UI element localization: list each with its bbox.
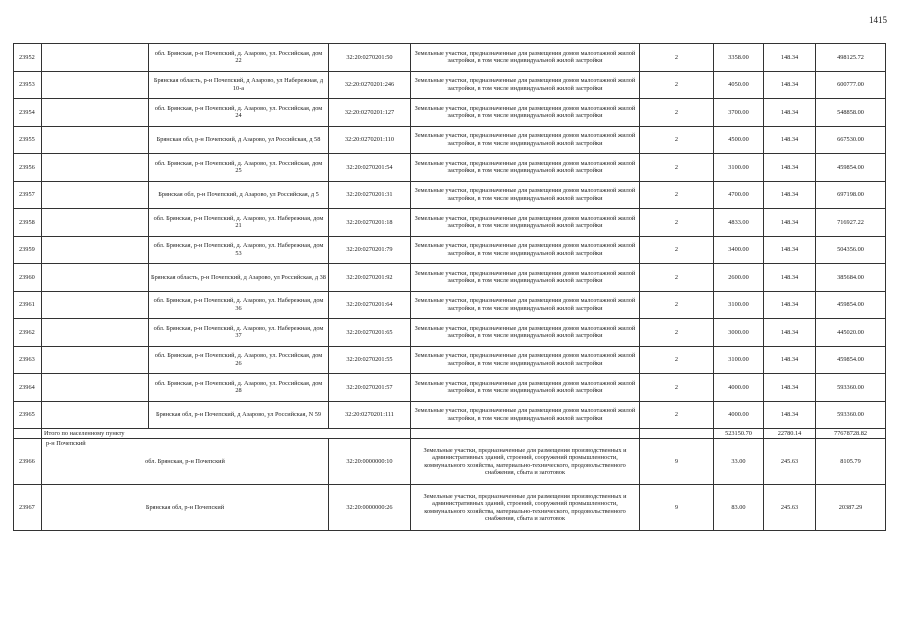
cadastral-number-cell: 32:20:0270201:18 (329, 209, 411, 237)
rate-cell: 148.34 (764, 291, 816, 319)
empty-cell (42, 291, 149, 319)
cadastral-value-cell: 667530.00 (816, 126, 886, 154)
table-row (14, 346, 886, 374)
table-row (14, 401, 886, 429)
group-code-cell: 2 (640, 209, 714, 237)
group-code-cell: 2 (640, 291, 714, 319)
land-purpose-cell: Земельные участки, предназначенные для размещения домов малоэтажной жилой застройки, в том числе индивидуальной жилой застройки (411, 374, 640, 402)
area-cell: 3400.00 (714, 236, 764, 264)
empty-cell (411, 429, 640, 439)
cadastral-number-cell: 32:20:0270201:31 (329, 181, 411, 209)
group-code-cell: 2 (640, 401, 714, 429)
empty-cell (42, 346, 149, 374)
area-cell: 33.00 (714, 439, 764, 485)
cadastral-value-cell: 498125.72 (816, 44, 886, 72)
address-cell: обл. Брянская, р-н Почепский, д. Азарово, ул. Российская, дом 24 (149, 99, 329, 127)
cadastral-number-cell: 32:20:0270201:92 (329, 264, 411, 292)
area-cell: 4833.00 (714, 209, 764, 237)
area-cell: 3100.00 (714, 346, 764, 374)
rate-cell: 148.34 (764, 346, 816, 374)
empty-cell (42, 264, 149, 292)
group-code-cell: 2 (640, 44, 714, 72)
area-cell: 4050.00 (714, 71, 764, 99)
cadastral-value-cell: 385684.00 (816, 264, 886, 292)
row-number: 23961 (14, 291, 42, 319)
address-cell: Брянская область, р-н Почепский, д Азарово, ул Набережная, д 10-а (149, 71, 329, 99)
area-cell: 3700.00 (714, 99, 764, 127)
row-number: 23957 (14, 181, 42, 209)
row-number: 23966 (14, 439, 42, 485)
rate-cell: 148.34 (764, 44, 816, 72)
group-code-cell: 2 (640, 126, 714, 154)
rate-cell: 148.34 (764, 126, 816, 154)
address-cell: обл. Брянская, р-н Почепский, д. Азарово, ул. Российская, дом 25 (149, 154, 329, 182)
area-cell: 3100.00 (714, 291, 764, 319)
address-cell: Брянская обл, р-н Почепский, д Азарово, ул Российская, N 59 (149, 401, 329, 429)
table-row (14, 99, 886, 127)
group-code-cell: 2 (640, 319, 714, 347)
land-purpose-cell: Земельные участки, предназначенные для размещения производственных и административных зданий, строений, сооружений промышленности, коммунального хозяйства, материально-технического, продовольственного снабжения, сбыта и заготовок (411, 439, 640, 485)
total-area: 523150.70 (714, 429, 764, 439)
empty-cell (42, 374, 149, 402)
cadastral-value-cell: 459854.00 (816, 291, 886, 319)
cadastral-number-cell: 32:20:0270201:65 (329, 319, 411, 347)
cadastral-value-cell: 20387.29 (816, 485, 886, 531)
cadastral-value-cell: 716927.22 (816, 209, 886, 237)
group-code-cell: 2 (640, 374, 714, 402)
cadastral-number-cell: 32:20:0270201:64 (329, 291, 411, 319)
total-value: 77678728.82 (816, 429, 886, 439)
group-code-cell: 2 (640, 264, 714, 292)
cadastral-value-cell: 459854.00 (816, 346, 886, 374)
group-code-cell: 2 (640, 71, 714, 99)
cadastral-number-cell: 32:20:0000000:26 (329, 485, 411, 531)
table-row (14, 154, 886, 182)
address-cell: Брянская область, р-н Почепский, д Азарово, ул Российская, д 38 (149, 264, 329, 292)
empty-cell (42, 319, 149, 347)
address-cell: Брянская обл, р-н Почепский (42, 485, 329, 531)
land-purpose-cell: Земельные участки, предназначенные для размещения домов малоэтажной жилой застройки, в том числе индивидуальной жилой застройки (411, 209, 640, 237)
table-row (14, 181, 886, 209)
rate-cell: 245.63 (764, 439, 816, 485)
row-number: 23964 (14, 374, 42, 402)
group-code-cell: 2 (640, 181, 714, 209)
rate-cell: 148.34 (764, 181, 816, 209)
area-cell: 83.00 (714, 485, 764, 531)
row-number: 23954 (14, 99, 42, 127)
table-row (14, 374, 886, 402)
land-purpose-cell: Земельные участки, предназначенные для размещения домов малоэтажной жилой застройки, в том числе индивидуальной жилой застройки (411, 236, 640, 264)
rate-cell: 148.34 (764, 264, 816, 292)
table-row (14, 236, 886, 264)
cadastral-number-cell: 32:20:0270201:111 (329, 401, 411, 429)
address-cell (42, 439, 329, 485)
land-purpose-cell: Земельные участки, предназначенные для размещения домов малоэтажной жилой застройки, в том числе индивидуальной жилой застройки (411, 346, 640, 374)
cadastral-value-cell: 593360.00 (816, 401, 886, 429)
total-rate: 22780.14 (764, 429, 816, 439)
group-code-cell: 2 (640, 346, 714, 374)
cadastral-value-cell: 459854.00 (816, 154, 886, 182)
cadastral-number-cell: 32:20:0270201:127 (329, 99, 411, 127)
address-cell: обл. Брянская, р-н Почепский, д. Азарово, ул. Российская, дом 28 (149, 374, 329, 402)
land-purpose-cell: Земельные участки, предназначенные для размещения домов малоэтажной жилой застройки, в том числе индивидуальной жилой застройки (411, 181, 640, 209)
rate-cell: 148.34 (764, 374, 816, 402)
cadastral-value-cell: 548858.00 (816, 99, 886, 127)
empty-cell (14, 429, 42, 439)
land-purpose-cell: Земельные участки, предназначенные для размещения домов малоэтажной жилой застройки, в том числе индивидуальной жилой застройки (411, 401, 640, 429)
land-purpose-cell: Земельные участки, предназначенные для размещения домов малоэтажной жилой застройки, в том числе индивидуальной жилой застройки (411, 126, 640, 154)
cadastral-number-cell: 32:20:0270201:57 (329, 374, 411, 402)
address-cell: обл. Брянская, р-н Почепский, д. Азарово, ул. Набережная, дом 37 (149, 319, 329, 347)
address-cell: обл. Брянская, р-н Почепский, д. Азарово, ул. Набережная, дом 21 (149, 209, 329, 237)
row-number: 23958 (14, 209, 42, 237)
address-text: обл. Брянская, р-н Почепский (145, 457, 225, 465)
table-row (14, 439, 886, 485)
land-purpose-cell: Земельные участки, предназначенные для размещения домов малоэтажной жилой застройки, в том числе индивидуальной жилой застройки (411, 99, 640, 127)
table-row (14, 126, 886, 154)
rate-cell: 245.63 (764, 485, 816, 531)
row-number: 23962 (14, 319, 42, 347)
area-cell: 3000.00 (714, 319, 764, 347)
land-purpose-cell: Земельные участки, предназначенные для размещения домов малоэтажной жилой застройки, в том числе индивидуальной жилой застройки (411, 44, 640, 72)
cadastral-value-cell: 697198.00 (816, 181, 886, 209)
address-cell: обл. Брянская, р-н Почепский, д. Азарово, ул. Набережная, дом 53 (149, 236, 329, 264)
row-number: 23960 (14, 264, 42, 292)
address-cell: Брянская обл, р-н Почепский, д Азарово, ул Российская, д 5 (149, 181, 329, 209)
table-row (14, 291, 886, 319)
rate-cell: 148.34 (764, 154, 816, 182)
row-number: 23967 (14, 485, 42, 531)
empty-cell (42, 209, 149, 237)
cadastral-value-cell: 504356.00 (816, 236, 886, 264)
cadastral-value-cell: 593360.00 (816, 374, 886, 402)
rate-cell: 148.34 (764, 236, 816, 264)
land-purpose-cell: Земельные участки, предназначенные для размещения производственных и административных зданий, строений, сооружений промышленности, коммунального хозяйства, материально-технического, продовольственного снабжения, сбыта и заготовок (411, 485, 640, 531)
empty-cell (42, 236, 149, 264)
rate-cell: 148.34 (764, 99, 816, 127)
cadastral-value-cell: 8105.79 (816, 439, 886, 485)
cadastral-number-cell: 32:20:0270201:246 (329, 71, 411, 99)
land-purpose-cell: Земельные участки, предназначенные для размещения домов малоэтажной жилой застройки, в том числе индивидуальной жилой застройки (411, 291, 640, 319)
empty-cell (42, 71, 149, 99)
table-row (14, 44, 886, 72)
rate-cell: 148.34 (764, 209, 816, 237)
cadastral-number-cell: 32:20:0270201:54 (329, 154, 411, 182)
land-purpose-cell: Земельные участки, предназначенные для размещения домов малоэтажной жилой застройки, в том числе индивидуальной жилой застройки (411, 154, 640, 182)
table-row (14, 485, 886, 531)
area-cell: 4000.00 (714, 374, 764, 402)
address-cell: Брянская обл, р-н Почепский, д Азарово, ул Российская, д 58 (149, 126, 329, 154)
group-code-cell: 2 (640, 236, 714, 264)
rate-cell: 148.34 (764, 71, 816, 99)
address-cell: обл. Брянская, р-н Почепский, д. Азарово, ул. Российская, дом 26 (149, 346, 329, 374)
total-row (14, 429, 886, 439)
cadastral-value-cell: 600777.00 (816, 71, 886, 99)
page-number: 1415 (869, 15, 887, 25)
empty-cell (640, 429, 714, 439)
land-purpose-cell: Земельные участки, предназначенные для размещения домов малоэтажной жилой застройки, в том числе индивидуальной жилой застройки (411, 71, 640, 99)
cadastral-number-cell: 32:20:0270201:50 (329, 44, 411, 72)
table-row (14, 71, 886, 99)
empty-cell (42, 126, 149, 154)
rate-cell: 148.34 (764, 319, 816, 347)
empty-cell (42, 44, 149, 72)
area-cell: 4700.00 (714, 181, 764, 209)
group-code-cell: 9 (640, 485, 714, 531)
row-number: 23953 (14, 71, 42, 99)
row-number: 23952 (14, 44, 42, 72)
table-row (14, 209, 886, 237)
area-cell: 3358.00 (714, 44, 764, 72)
cadastral-number-cell: 32:20:0270201:79 (329, 236, 411, 264)
empty-cell (42, 181, 149, 209)
cadastral-value-table (13, 43, 886, 531)
area-cell: 4000.00 (714, 401, 764, 429)
empty-cell (42, 154, 149, 182)
address-cell: обл. Брянская, р-н Почепский, д. Азарово, ул. Набережная, дом 36 (149, 291, 329, 319)
empty-cell (42, 99, 149, 127)
empty-cell (42, 401, 149, 429)
address-cell: обл. Брянская, р-н Почепский, д. Азарово, ул. Российская, дом 22 (149, 44, 329, 72)
group-code-cell: 2 (640, 154, 714, 182)
group-code-cell: 9 (640, 439, 714, 485)
row-number: 23963 (14, 346, 42, 374)
area-cell: 2600.00 (714, 264, 764, 292)
row-number: 23965 (14, 401, 42, 429)
land-purpose-cell: Земельные участки, предназначенные для размещения домов малоэтажной жилой застройки, в том числе индивидуальной жилой застройки (411, 319, 640, 347)
table-row (14, 264, 886, 292)
district-label: р-н Почепский (46, 440, 86, 447)
table-row (14, 319, 886, 347)
land-purpose-cell: Земельные участки, предназначенные для размещения домов малоэтажной жилой застройки, в том числе индивидуальной жилой застройки (411, 264, 640, 292)
area-cell: 3100.00 (714, 154, 764, 182)
cadastral-number-cell: 32:20:0270201:55 (329, 346, 411, 374)
total-label: Итого по населенному пункту (42, 429, 411, 439)
row-number: 23956 (14, 154, 42, 182)
group-code-cell: 2 (640, 99, 714, 127)
cadastral-number-cell: 32:20:0000000:10 (329, 439, 411, 485)
row-number: 23959 (14, 236, 42, 264)
cadastral-value-cell: 445020.00 (816, 319, 886, 347)
row-number: 23955 (14, 126, 42, 154)
rate-cell: 148.34 (764, 401, 816, 429)
cadastral-number-cell: 32:20:0270201:110 (329, 126, 411, 154)
area-cell: 4500.00 (714, 126, 764, 154)
